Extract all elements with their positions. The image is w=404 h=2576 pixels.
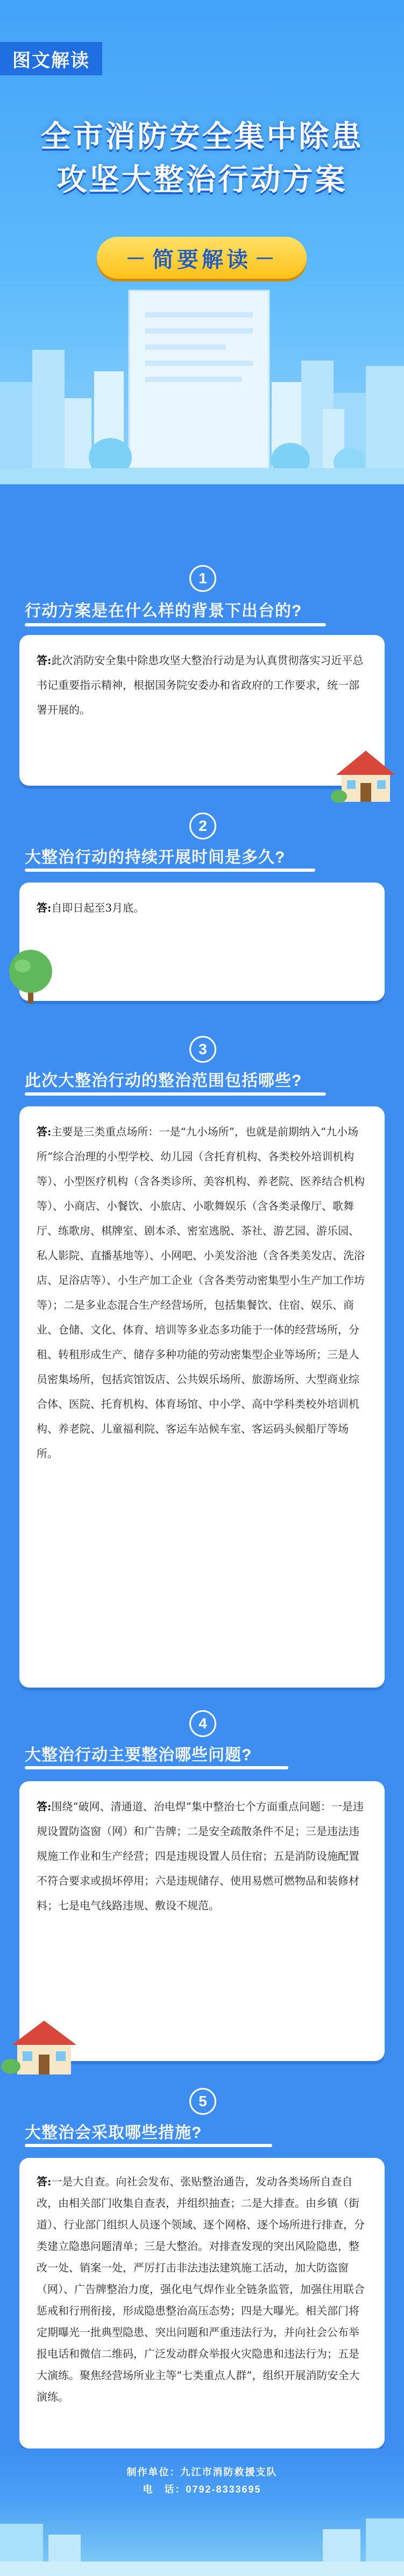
answer-card-2 (19, 883, 385, 1001)
answer-text-2 (37, 895, 367, 920)
answer-body: 此次消防安全集中除患攻坚大整治行动是为认真贯彻落实习近平总书记重要指示精神，根据国务院安委办和省政府的工作要求，统一部署开展的。 (37, 654, 364, 716)
answer-lead: 答: (37, 1125, 52, 1138)
section-question-5: 大整治会采取哪些措施? (25, 2124, 202, 2142)
answer-text-3 (37, 1119, 367, 1466)
question-underline (25, 869, 315, 872)
document-illustration (129, 291, 269, 468)
subtitle-badge (97, 237, 307, 279)
answer-card-5 (19, 2158, 385, 2448)
section-tag: 图文解读 (0, 42, 102, 75)
question-underline (25, 2144, 272, 2147)
section-number-1: 1 (189, 565, 216, 592)
page-title-line-2: 攻坚大整治行动方案 (56, 163, 348, 196)
answer-text-5 (37, 2171, 367, 2408)
section-number-5: 5 (189, 2088, 216, 2115)
section-number-2: 2 (189, 813, 216, 839)
answer-text-4 (37, 1794, 367, 1918)
section-number-3: 3 (189, 1036, 216, 1063)
house-icon (331, 745, 401, 804)
answer-text-1 (37, 648, 367, 722)
answer-lead: 答: (37, 654, 52, 667)
tree-icon (1, 947, 60, 1006)
question-underline (25, 1766, 288, 1769)
answer-body: 自即日起至3月底。 (51, 901, 145, 914)
subtitle-badge-label: 简要解读 (152, 248, 251, 272)
answer-lead: 答: (37, 901, 52, 914)
answer-card-3 (19, 1106, 385, 1688)
house-icon (1, 2013, 82, 2077)
footer-org: 制作单位：九江市消防救援支队 (126, 2467, 278, 2478)
section-question-2: 大整治行动的持续开展时间是多久? (25, 849, 286, 866)
section-question-3: 此次大整治行动的整治范围包括哪些? (25, 1072, 302, 1090)
section-number-4: 4 (189, 1710, 216, 1737)
answer-lead: 答: (37, 1800, 52, 1813)
answer-body: 主要是三类重点场所：一是“九小场所”，也就是前期纳入“九小场所”综合治理的小型学校、幼儿园（含托育机构、各类校外培训机构等）、小型医疗机构（含各类诊所、美容机构、养老院、医养结合机构等）、小商店、小餐饮、小旅店、小歌舞娱乐（含各类录像厅、歌舞厅、练歌房、棋牌室、剧本杀、密室逃脱、茶社、游艺园、游乐园、私人影院、直播基地等）、小网吧、小美发浴池（含各类美发店、洗浴店、足浴店等）、小生产加工企业（含各类劳动密集型小生产加工作坊等）；二是多业态混合生产经营场所，包括集餐饮、住宿、娱乐、商业、仓储、文化、体育、培训等多业态多功能于一体的经营场所，分租、转租形成生产、储存多种功能的劳动密集型企业等场所；三是人员密集场所，包括宾馆饭店、公共娱乐场所、旅游场所、大型商业综合体、医院、托育机构、体育场馆、中小学、高中学科类校外培训机构、养老院、儿童福利院、客运车站候车室、客运码头候船厅等场所。 (37, 1125, 365, 1460)
section-question-4: 大整治行动主要整治哪些问题? (25, 1746, 252, 1764)
answer-body: 一是大自查。向社会发布、张贴整治通告，发动各类场所自查自改，由相关部门收集自查表，并组织抽查；二是大排查。由乡镇（街道）、行业部门组织人员逐个领域、逐个网格、逐个场所进行排查，分类建立隐患问题清单；三是大整治。对排查发现的突出风险隐患，整改一处、销案一处，严厉打击非法违法建筑施工活动，加大防盗窗（网）、广告牌整治力度，强化电气焊作业全链条监管，加强住用联合惩戒和行刑衔接，形成隐患整治高压态势；四是大曝光。相关部门将定期曝光一批典型隐患、突出问题和严重违法行为，并向社会公布举报电话和微信二维码，广泛发动群众举报火灾隐患和违法行为；五是大演练。聚焦经营场所业主等“七类重点人群”，组织开展消防安全大演练。 (37, 2175, 365, 2403)
page-title-line-1: 全市消防安全集中除患 (40, 119, 364, 153)
hero-banner (0, 0, 404, 484)
section-question-1: 行动方案是在什么样的背景下出台的? (25, 602, 302, 620)
footer-phone: 电 话：0792-8333695 (143, 2484, 261, 2495)
answer-card-1 (19, 635, 385, 786)
dash-decoration: — (127, 249, 147, 266)
question-underline (25, 1092, 326, 1096)
answer-body: 围绕“破网、清通道、治电焊”集中整治七个方面重点问题：一是违规设置防盗窗（网）和广告牌；二是安全疏散条件不足；三是违法违规施工作业和生产经营；四是违规设置人员住宿；五是消防设施配置不符合要求或损坏停用；六是违规储存、使用易燃可燃物品和装修材料；七是电气线路违规、敷设不规范。 (37, 1800, 364, 1912)
footer-skyline-illustration (0, 2502, 404, 2576)
footer (0, 2448, 404, 2576)
city-skyline-illustration (0, 280, 404, 484)
answer-lead: 答: (37, 2175, 52, 2188)
dash-decoration: — (257, 249, 276, 266)
question-underline (25, 623, 326, 626)
